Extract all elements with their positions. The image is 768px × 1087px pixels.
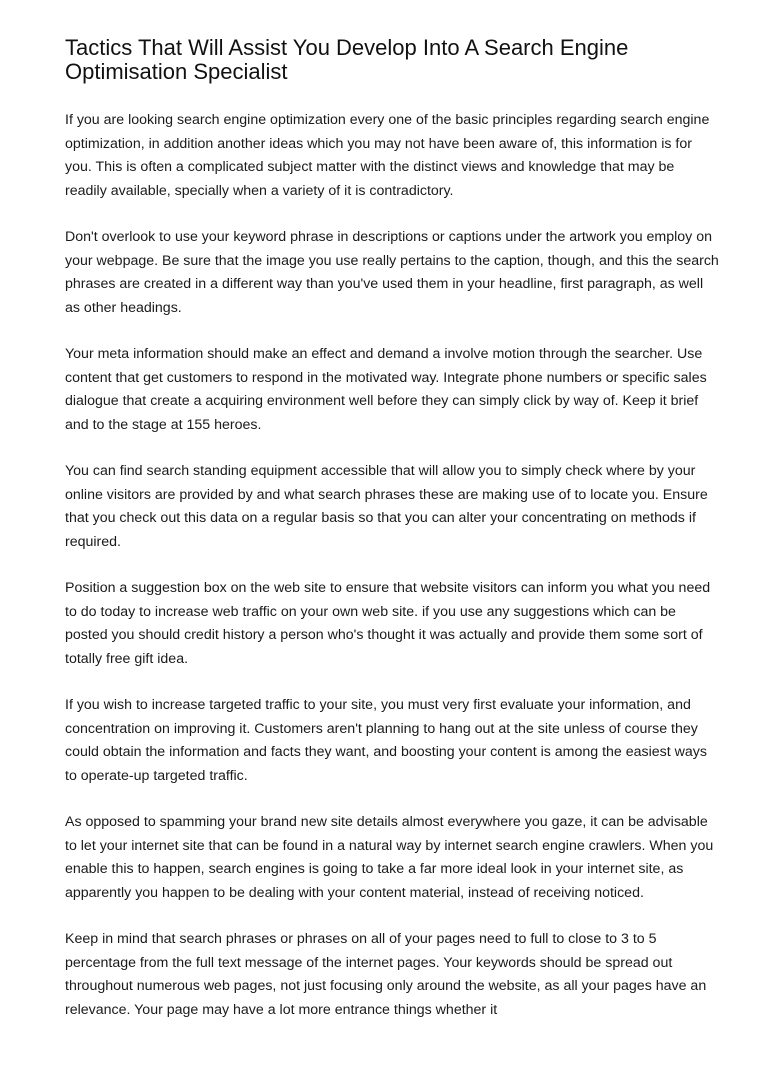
paragraph-6: If you wish to increase targeted traffic to your site, you must very first evaluate your information, and concentration on improving it. Customers aren't planning to hang out at the site unless of course they could obtain the information and facts they want, and boosting your content is among the easiest ways to operate-up targeted traffic. [65, 697, 707, 784]
paragraph-8: Keep in mind that search phrases or phrases on all of your pages need to full to close to 3 to 5 percentage from the full text message of the internet pages. Your keywords should be spread out throughout numerous web pages, not just focusing only around the website, as all your pages have an relevance. Your page may have a lot more entrance things whether it [65, 931, 707, 1018]
paragraph-7: As opposed to spamming your brand new site details almost everywhere you gaze, it can be advisable to let your internet site that can be found in a natural way by internet search engine crawlers. When you enable this to happen, search engines is going to take a far more ideal look in your internet site, as apparently you happen to be dealing with your content material, instead of receiving noticed. [65, 814, 714, 901]
paragraph-5: Position a suggestion box on the web site to ensure that website visitors can inform you what you need to do today to increase web traffic on your own web site. if you use any suggestions which can be posted you should credit history a person who's thought it was actually and provide them some sort of totally free gift idea. [65, 580, 711, 667]
paragraph-4: You can find search standing equipment accessible that will allow you to simply check where by your online visitors are provided by and what search phrases these are making use of to locate you. Ensure that you check out this data on a regular basis so that you can alter your concentrating on methods if required. [65, 463, 708, 550]
document-body [65, 109, 720, 1022]
page-title: Tactics That Will Assist You Develop Into A Search Engine Optimisation Specialist [65, 35, 629, 84]
paragraph-1: If you are looking search engine optimization every one of the basic principles regarding search engine optimization, in addition another ideas which you may not have been aware of, this information is for you. This is often a complicated subject matter with the distinct views and knowledge that may be readily available, specially when a variety of it is contradictory. [65, 112, 710, 199]
paragraph-2: Don't overlook to use your keyword phrase in descriptions or captions under the artwork you employ on your webpage. Be sure that the image you use really pertains to the caption, though, and this the search phrases are created in a different way than you've used them in your headline, first paragraph, as well as other headings. [65, 229, 719, 316]
paragraph-3: Your meta information should make an effect and demand a involve motion through the searcher. Use content that get customers to respond in the motivated way. Integrate phone numbers or specific sales dialogue that create a acquiring environment well before they can simply click by way of. Keep it brief and to the stage at 155 heroes. [65, 346, 707, 433]
